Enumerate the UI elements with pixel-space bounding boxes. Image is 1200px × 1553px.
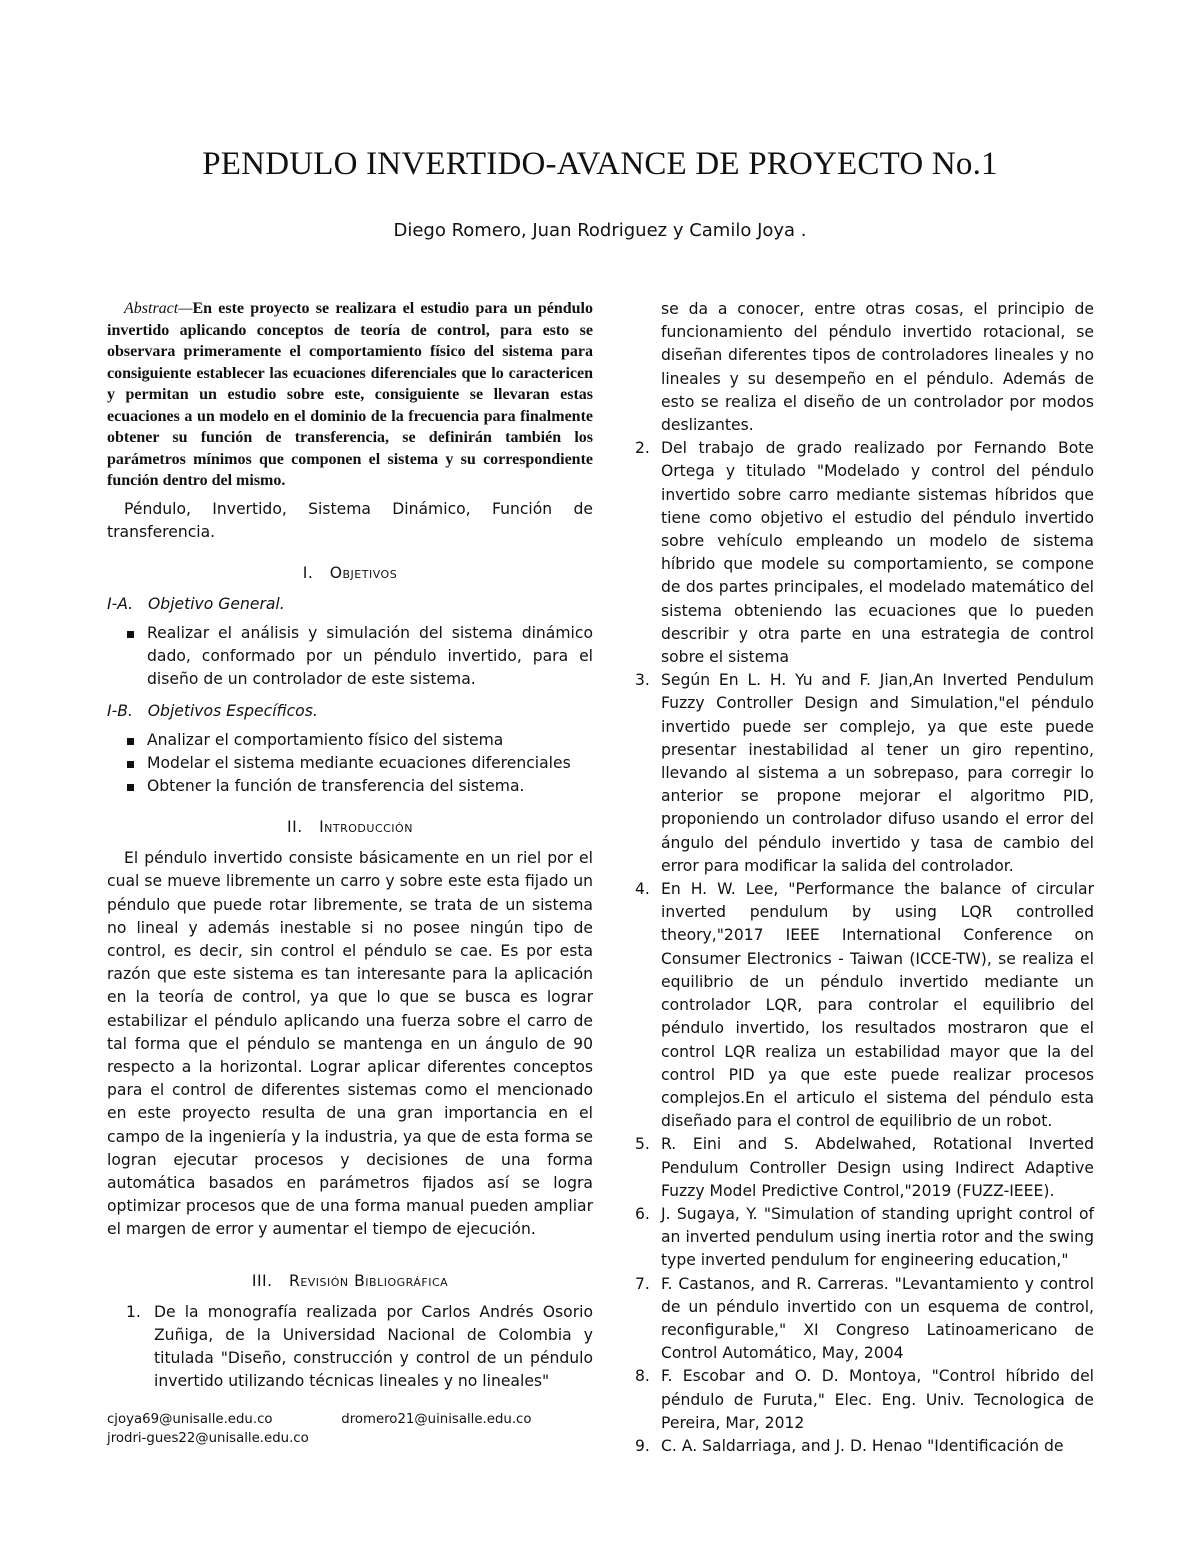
reference-text: De la monografía realizada por Carlos Andrés Osorio Zuñiga, de la Universidad Nacional de Colombia y titulada "Diseño, construcción y control de un péndulo invertido utilizando técnicas lineales y no lineales": [154, 1302, 593, 1391]
list-item-text: Modelar el sistema mediante ecuaciones diferenciales: [147, 753, 571, 772]
reference-item: [635, 1365, 1094, 1435]
reference-item: [635, 669, 1094, 878]
bullet-square-icon: [127, 784, 134, 791]
subsection-title: Objetivo General.: [148, 594, 285, 613]
reference-text: R. Eini and S. Abdelwahed, Rotational Inverted Pendulum Controller Design using Indirect Adaptive Fuzzy Model Predictive Control,"2019 (FUZZ-IEEE).: [661, 1135, 1094, 1200]
general-objectives-list: [107, 622, 593, 692]
reference-text: F. Escobar and O. D. Montoya, "Control híbrido del péndulo de Furuta," Elec. Eng. Univ. Tecnologica de Pereira, Mar, 2012: [661, 1367, 1094, 1432]
section-heading-introduccion: [107, 816, 593, 839]
reference-item: [635, 1273, 1094, 1366]
abstract-lead: Abstract—: [124, 300, 193, 317]
right-column: [617, 298, 1094, 1458]
email-link[interactable]: cjoya69@unisalle.edu.co: [107, 1412, 273, 1427]
reference-number: 9.: [635, 1436, 650, 1455]
subsection-heading-especificos: [107, 700, 593, 723]
reference-number: 5.: [635, 1135, 650, 1154]
reference-item: [635, 1133, 1094, 1203]
reference-item: [661, 298, 1094, 437]
bullet-square-icon: [127, 631, 134, 638]
section-title: Introducción: [319, 818, 413, 837]
reference-text: En H. W. Lee, "Performance the balance of circular inverted pendulum by using LQR controlled theory,"2017 IEEE International Conference on Consumer Electronics - Taiwan (ICCE-TW), se realiza el equilibrio de un péndulo invertido mediante un controlador LQR, para controlar el equilibrio del péndulo invertido, los resultados mostraron que el control LQR realiza un estabilidad mayor que la del control PID ya que este puede realizar procesos complejos.En el articulo el sistema del péndulo esta diseñado para el control de equilibrio de un robot.: [661, 880, 1094, 1131]
section-heading-objetivos: [107, 562, 593, 585]
abstract-text: En este proyecto se realizara el estudio para un péndulo invertido aplicando conceptos de teoría de control, para esto se observara primeramente el comportamiento físico del sistema para consiguiente establecer las ecuaciones diferenciales que lo caractericen y permitan un estudio sobre este, consiguiente se llevaran estas ecuaciones a un modelo en el dominio de la frecuencia para finalmente obtener su función de transferencia, se definirán también los parámetros mínimos que componen el sistema y su correspondiente función dentro del mismo.: [107, 300, 593, 489]
reference-text: F. Castanos, and R. Carreras. "Levantamiento y control de un péndulo invertido con un esquema de control, reconfigurable," XI Congreso Latinoamericano de Control Automático, May, 2004: [661, 1274, 1094, 1363]
section-number: III.: [251, 1271, 273, 1290]
reference-text: Según En L. H. Yu and F. Jian,An Inverted Pendulum Fuzzy Controller Design and Simulation,"el péndulo invertido puede ser complejo, ya que este puede presentar inestabilidad al tener un giro repentino, llevando al sistema a un sobrepaso, para corregir lo anterior se propone mejorar el algoritmo PID, proponiendo un controlador difuso usando el error del ángulo del péndulo invertido y tasa de cambio del error para modificar la salida del controlador.: [661, 671, 1094, 875]
specific-objectives-list: [107, 729, 593, 799]
reference-number: 8.: [635, 1367, 650, 1386]
references-list-right: [617, 298, 1094, 1458]
subsection-heading-general: [107, 593, 593, 616]
reference-number: 6.: [635, 1204, 650, 1223]
list-item: [147, 622, 593, 692]
list-item: [147, 752, 593, 775]
reference-number: 7.: [635, 1274, 650, 1293]
section-number: I.: [302, 563, 314, 582]
author-emails-footnote: [107, 1410, 593, 1448]
reference-item: [635, 437, 1094, 669]
email-link[interactable]: jrodri-gues22@unisalle.edu.co: [107, 1431, 309, 1446]
list-item-text: Analizar el comportamiento físico del sistema: [147, 730, 504, 749]
list-item-text: Realizar el análisis y simulación del sistema dinámico dado, conformado por un péndulo invertido, para el diseño de un controlador de este sistema.: [147, 623, 593, 689]
reference-item: [635, 1203, 1094, 1273]
section-title: Objetivos: [329, 563, 398, 582]
reference-text: Del trabajo de grado realizado por Fernando Bote Ortega y titulado "Modelado y control del péndulo invertido sobre carro mediante sistemas híbridos que tiene como objetivo el estudio del péndulo invertido sobre vehículo empleando un modelo de sistema híbrido que modele su comportamiento, se compone de dos partes principales, el modelado matemático del sistema obteniendo las ecuaciones que lo pueden describir y otra parte en una estrategia de control sobre el sistema: [661, 439, 1094, 667]
paper-title: PENDULO INVERTIDO-AVANCE DE PROYECTO No.1: [202, 146, 998, 182]
reference-number: 4.: [635, 880, 650, 899]
subsection-number: I-B.: [107, 701, 133, 720]
subsection-title: Objetivos Específicos.: [147, 701, 318, 720]
left-column: [107, 298, 593, 1393]
list-item: [147, 775, 593, 798]
section-title: Revisión Bibliográfica: [288, 1271, 449, 1290]
reference-item: [126, 1301, 593, 1394]
section-number: II.: [287, 818, 303, 837]
bullet-square-icon: [127, 738, 134, 745]
introduction-paragraph: El péndulo invertido consiste básicamente en un riel por el cual se mueve libremente un carro y sobre este esta fijado un péndulo que puede rotar libremente, se trata de un sistema no lineal y además inestable si no posee ningún tipo de control, es decir, sin control el péndulo se cae. Es por esta razón que este sistema es tan interesante para la aplicación en la teoría de control, ya que lo que se busca es lograr estabilizar el péndulo aplicando una fuerza sobre el carro de tal forma que el péndulo se mantenga en un ángulo de 90 respecto a la horizontal. Lograr aplicar diferentes conceptos para el control de diferentes sistemas como el mencionado en este proyecto resulta de una gran importancia en el campo de la ingeniería y la industria, ya que de esta forma se logran ejecutar procesos y decisiones de una forma automática basados en parámetros fijados así se logra optimizar procesos que de una forma manual pueden ampliar el margen de error y aumentar el tiempo de ejecución.: [107, 849, 593, 1239]
bullet-square-icon: [127, 761, 134, 768]
keywords: Péndulo, Invertido, Sistema Dinámico, Función de transferencia.: [107, 499, 593, 541]
reference-number: 3.: [635, 671, 650, 690]
subsection-number: I-A.: [107, 594, 134, 613]
reference-number: 2.: [635, 439, 650, 458]
references-list-left: [107, 1301, 593, 1394]
section-heading-revision: [107, 1270, 593, 1293]
reference-text: J. Sugaya, Y. "Simulation of standing upright control of an inverted pendulum using inertia rotor and the swing type inverted pendulum for engineering education,": [661, 1204, 1094, 1270]
list-item-text: Obtener la función de transferencia del sistema.: [147, 776, 525, 795]
reference-text: se da a conocer, entre otras cosas, el principio de funcionamiento del péndulo invertido rotacional, se diseñan diferentes tipos de controladores lineales y no lineales y su desempeño en el péndulo. Además de esto se realiza el diseño de un controlador por modos deslizantes.: [661, 300, 1094, 435]
reference-number: 1.: [126, 1302, 141, 1321]
list-item: [147, 729, 593, 752]
paper-authors: Diego Romero, Juan Rodriguez y Camilo Joya .: [393, 220, 807, 241]
email-link[interactable]: dromero21@uinisalle.edu.co: [341, 1412, 532, 1427]
reference-text: C. A. Saldarriaga, and J. D. Henao "Identificación de: [661, 1436, 1064, 1455]
reference-item: [635, 1435, 1094, 1458]
reference-item: [635, 878, 1094, 1133]
abstract: [107, 298, 593, 492]
